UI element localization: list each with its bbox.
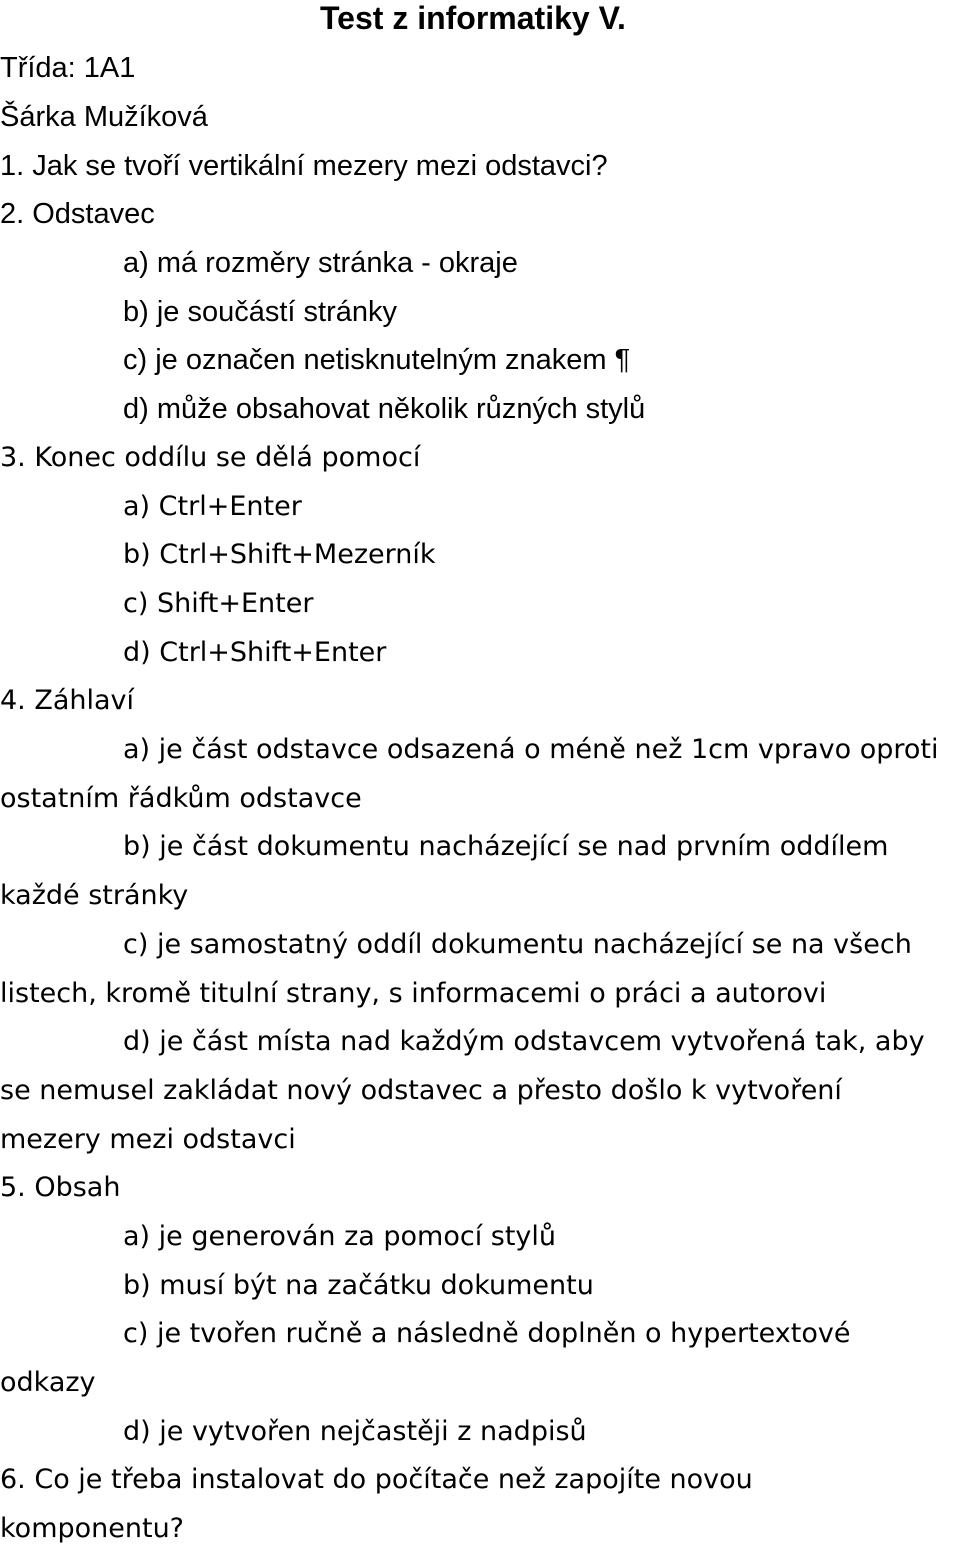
question-5-option-a: a) je generován za pomocí stylů: [123, 1221, 557, 1252]
question-2: 2. Odstavec: [0, 198, 155, 230]
author-name: Šárka Mužíková: [0, 101, 208, 133]
question-4-option-a-continued: ostatním řádkům odstavce: [0, 783, 362, 814]
question-1: 1. Jak se tvoří vertikální mezery mezi odstavci?: [0, 150, 608, 182]
question-3-option-a: a) Ctrl+Enter: [123, 491, 302, 522]
page-title: Test z informatiky V.: [320, 0, 626, 36]
question-5-option-c: c) je tvořen ručně a následně doplněn o hypertextové: [123, 1318, 851, 1349]
question-2-option-c: c) je označen netisknutelným znakem ¶: [123, 344, 631, 376]
question-4-option-c: c) je samostatný oddíl dokumentu nacházející se na všech: [123, 929, 912, 960]
question-4: 4. Záhlaví: [0, 685, 135, 716]
question-2-option-d: d) může obsahovat několik různých stylů: [123, 393, 646, 425]
question-5: 5. Obsah: [0, 1172, 121, 1203]
question-3-option-b: b) Ctrl+Shift+Mezerník: [123, 539, 436, 570]
question-6: 6. Co je třeba instalovat do počítače než zapojíte novou: [0, 1464, 753, 1495]
question-2-option-a: a) má rozměry stránka - okraje: [123, 247, 518, 279]
question-4-option-a: a) je část odstavce odsazená o méně než 1cm vpravo oproti: [123, 734, 939, 765]
class-label: Třída: 1A1: [0, 52, 136, 84]
question-3-option-d: d) Ctrl+Shift+Enter: [123, 637, 387, 668]
question-4-option-d: d) je část místa nad každým odstavcem vytvořená tak, aby: [123, 1026, 925, 1057]
question-5-option-d: d) je vytvořen nejčastěji z nadpisů: [123, 1416, 587, 1447]
question-5-option-b: b) musí být na začátku dokumentu: [123, 1270, 594, 1301]
question-3: 3. Konec oddílu se dělá pomocí: [0, 442, 421, 473]
question-4-option-d-continued-2: mezery mezi odstavci: [0, 1124, 296, 1155]
question-4-option-c-continued: listech, kromě titulní strany, s informacemi o práci a autorovi: [0, 978, 827, 1009]
question-3-option-c: c) Shift+Enter: [123, 588, 314, 619]
question-5-option-c-continued: odkazy: [0, 1367, 96, 1398]
question-4-option-b: b) je část dokumentu nacházející se nad prvním oddílem: [123, 831, 889, 862]
question-6-continued: komponentu?: [0, 1513, 185, 1544]
question-4-option-b-continued: každé stránky: [0, 880, 189, 911]
question-4-option-d-continued-1: se nemusel zakládat nový odstavec a přesto došlo k vytvoření: [0, 1075, 842, 1106]
question-2-option-b: b) je součástí stránky: [123, 296, 397, 328]
